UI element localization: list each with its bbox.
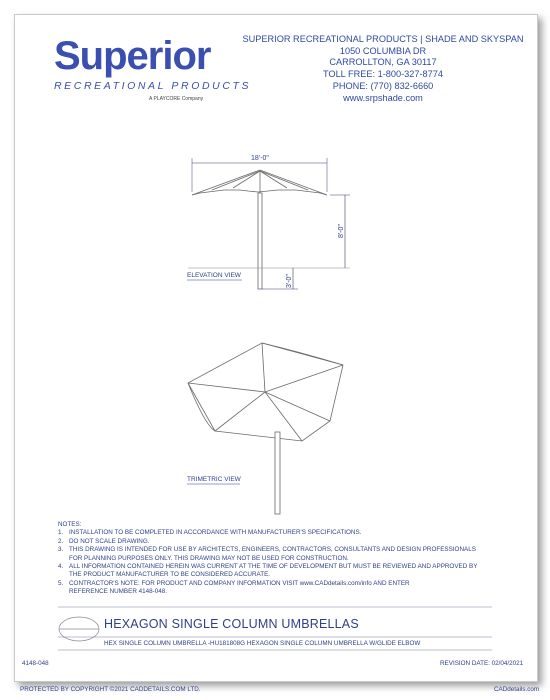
note-item: 3. THIS DRAWING IS INTENDED FOR USE BY ARCHITECTS, ENGINEERS, CONTRACTORS, CONSULTANTS AND DESIGN PROFESSIONALS xyxy=(58,546,476,554)
elevation-view-label: ELEVATION VIEW xyxy=(187,272,241,279)
note-item: 5. CONTRACTOR'S NOTE: FOR PRODUCT AND COMPANY INFORMATION VISIT www.CADdetails.com/info AND ENTER xyxy=(58,579,410,587)
note-item: REFERENCE NUMBER 4148-048. xyxy=(69,588,167,596)
toll-free: TOLL FREE: 1-800-327-8774 xyxy=(322,69,443,80)
caddetails-logo[interactable]: CADdetails.com xyxy=(494,686,540,693)
superior-logo: Superior xyxy=(54,34,211,78)
note-item: FOR PLANNING PURPOSES ONLY. THIS DRAWING MAY NOT BE USED FOR CONSTRUCTION. xyxy=(69,554,349,562)
drawing-subtitle: HEX SINGLE COLUMN UMBRELLA -HU181808G HEXAGON SINGLE COLUMN UMBRELLA W/GLIDE ELBOW xyxy=(104,640,421,647)
note-item: 4. ALL INFORMATION CONTAINED HEREIN WAS CURRENT AT THE TIME OF DEVELOPMENT BUT MUST BE REVIEWED AND APPROVED BY xyxy=(58,563,478,571)
company-name: SUPERIOR RECREATIONAL PRODUCTS | SHADE AND SKYSPAN xyxy=(242,34,524,44)
notes-heading: NOTES: xyxy=(58,521,82,528)
revision-date: REVISION DATE: 02/04/2021 xyxy=(440,660,524,667)
logo-subtitle: RECREATIONAL PRODUCTS xyxy=(54,80,252,92)
trimetric-view-label: TRIMETRIC VIEW xyxy=(187,476,241,483)
notes-block xyxy=(58,521,477,597)
trimetric-view xyxy=(188,343,343,514)
width-dimension-label: 18'-0" xyxy=(251,155,269,162)
address-line-1: 1050 COLUMBIA DR xyxy=(339,45,427,56)
playcore-tagline: A PLAYCORE Company xyxy=(149,96,204,102)
copyright-text: PROTECTED BY COPYRIGHT ©2021 CADDETAILS.COM LTD. xyxy=(20,686,201,693)
reference-number: 4148-048 xyxy=(22,660,49,667)
address-line-2: CARROLLTON, GA 30117 xyxy=(329,57,437,68)
drawing-title: HEXAGON SINGLE COLUMN UMBRELLAS xyxy=(104,617,359,631)
note-item: 2. DO NOT SCALE DRAWING. xyxy=(58,537,150,545)
elevation-view xyxy=(188,158,350,289)
phone: PHONE: (770) 832-6660 xyxy=(332,80,434,91)
website-link[interactable]: www.srpshade.com xyxy=(343,92,423,103)
note-item: THE PRODUCT MANUFACTURER TO BE CONSIDERED ACCURATE. xyxy=(69,571,271,579)
note-item: 1. INSTALLATION TO BE COMPLETED IN ACCORDANCE WITH MANUFACTURER'S SPECIFICATIONS. xyxy=(58,529,362,537)
height-dimension-label: 8'-0" xyxy=(338,224,345,238)
embed-dimension-label: 3'-0" xyxy=(286,274,293,288)
